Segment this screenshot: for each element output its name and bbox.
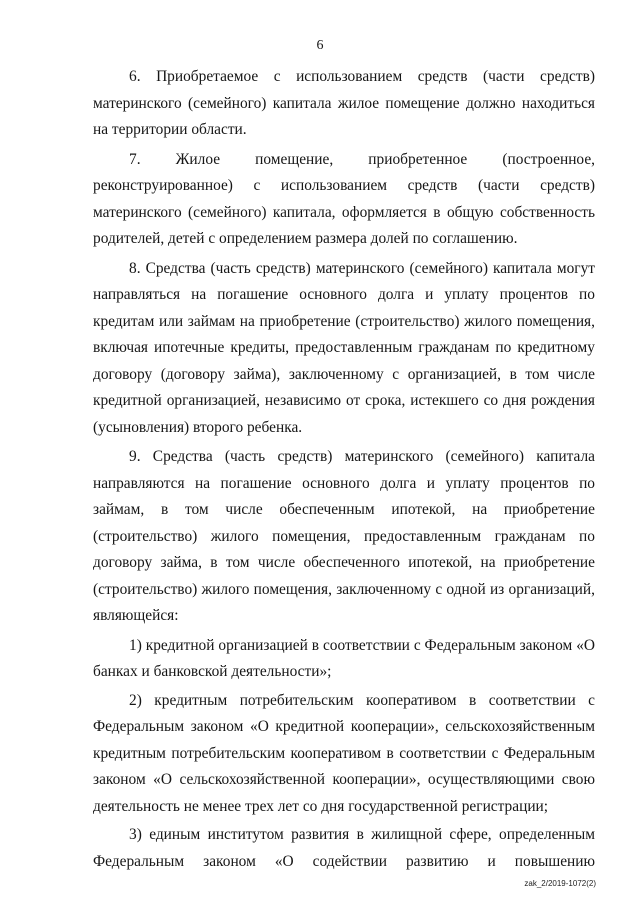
paragraph-8: 8. Средства (часть средств) материнского (семейного) капитала могут направляться на погашение основного долга и уплату процентов по кредитам или займам на приобретение (строительство) жилого помещения, включая ипотечные кредиты, предоставленным гражданам по кредитному договору (договору займа), заключенному с организацией, в том числе кредитной организацией, независимо от срока, истекшего со дня рождения (усыновления) второго ребенка. [93, 259, 595, 436]
page-number: 6 [316, 38, 324, 53]
paragraph-9: 9. Средства (часть средств) материнского (семейного) капитала направляются на погашение основного долга и уплату процентов по займам, в том числе обеспеченным ипотекой, на приобретение (строительство) жилого помещения, предоставленным гражданам по договору займа, в том числе обеспеченного ипотекой, на приобретение (строительство) жилого помещения, заключенному с одной из организаций, являющейся: [93, 448, 595, 624]
paragraph-7: 7. Жилое помещение, приобретенное (построенное, реконструированное) с использованием средств (части средств) материнского (семейного) капитала, оформляется в общую собственность родителей, детей с определением размера долей по соглашению. [93, 150, 595, 247]
document-body [93, 64, 595, 878]
list-item-1: 1) кредитной организацией в соответствии с Федеральным законом «О банках и банковской деятельности»; [93, 636, 595, 680]
document-code: zak_2/2019-1072(2) [524, 879, 596, 888]
list-item-2: 2) кредитным потребительским кооперативом в соответствии с Федеральным законом «О кредитной кооперации», сельскохозяйственным кредитным потребительским кооперативом в соответствии с Федеральным законом «О сельскохозяйственной кооперации», осуществляющими свою деятельность не менее трех лет со дня государственной регистрации; [93, 691, 595, 815]
list-item-3: 3) единым институтом развития в жилищной сфере, определенным Федеральным законом «О содействии развитию и повышению [93, 826, 595, 870]
paragraph-6: 6. Приобретаемое с использованием средств (части средств) материнского (семейного) капитала жилое помещение должно находиться на территории области. [93, 68, 595, 138]
